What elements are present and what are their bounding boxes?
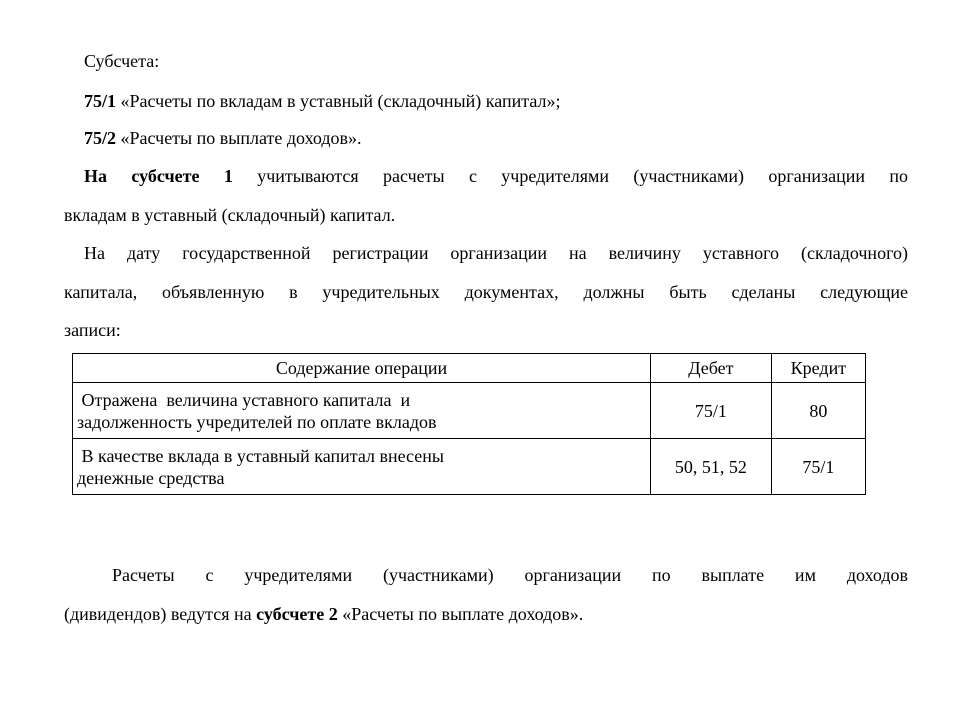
row-1-credit: 80: [771, 383, 865, 439]
paragraph-subaccount-1-bold: На субсчете 1: [84, 166, 233, 186]
paragraph-dividends-pre: (дивидендов) ведутся на: [64, 604, 252, 624]
paragraph-registration-line1: На дату государственной регистрации организации на величину уставного (складочного): [84, 243, 908, 263]
row-1-description: [73, 383, 651, 439]
subaccount-75-2-name: «Расчеты по выплате доходов».: [120, 128, 362, 148]
row-2-description-line2: денежные средства: [77, 467, 225, 488]
header-debit: Дебет: [651, 354, 772, 383]
operations-table: [72, 353, 866, 495]
table-row: [73, 439, 866, 495]
header-operation: Содержание операции: [73, 354, 651, 383]
row-2-debit: 50, 51, 52: [651, 439, 772, 495]
row-1-description-line2: задолженность учредителей по оплате вкладов: [77, 411, 437, 432]
row-2-description: [73, 439, 651, 495]
subaccount-75-2: [84, 127, 362, 149]
row-2-credit: 75/1: [771, 439, 865, 495]
paragraph-registration-line2: капитала, объявленную в учредительных документах, должны быть сделаны следующие: [64, 282, 908, 302]
table-row: [73, 383, 866, 439]
paragraph-subaccount-1-rest: учитываются расчеты с учредителями (участниками) организации по: [257, 166, 909, 186]
paragraph-dividends-post: «Расчеты по выплате доходов».: [342, 604, 584, 624]
row-1-debit: 75/1: [651, 383, 772, 439]
paragraph-registration-line3: записи:: [64, 320, 121, 340]
row-2-description-line1: В качестве вклада в уставный капитал внесены: [77, 445, 444, 466]
paragraph-dividends-line1: Расчеты с учредителями (участниками) организации по выплате им доходов: [112, 565, 908, 585]
subaccounts-heading: Субсчета:: [84, 51, 160, 71]
paragraph-dividends-bold: субсчете 2: [256, 604, 338, 624]
row-1-description-line1: Отражена величина уставного капитала и: [77, 389, 411, 410]
paragraph-subaccount-1-line2: вкладам в уставный (складочный) капитал.: [64, 205, 396, 225]
header-credit: Кредит: [771, 354, 865, 383]
subaccount-75-1-code: 75/1: [84, 91, 117, 111]
subaccount-75-1: [84, 90, 560, 112]
paragraph-subaccount-1-line1: [84, 165, 908, 187]
subaccount-75-1-name: «Расчеты по вкладам в уставный (складочный) капитал»;: [120, 91, 561, 111]
table-header-row: [73, 354, 866, 383]
subaccount-75-2-code: 75/2: [84, 128, 117, 148]
paragraph-dividends-line2: [64, 603, 583, 625]
